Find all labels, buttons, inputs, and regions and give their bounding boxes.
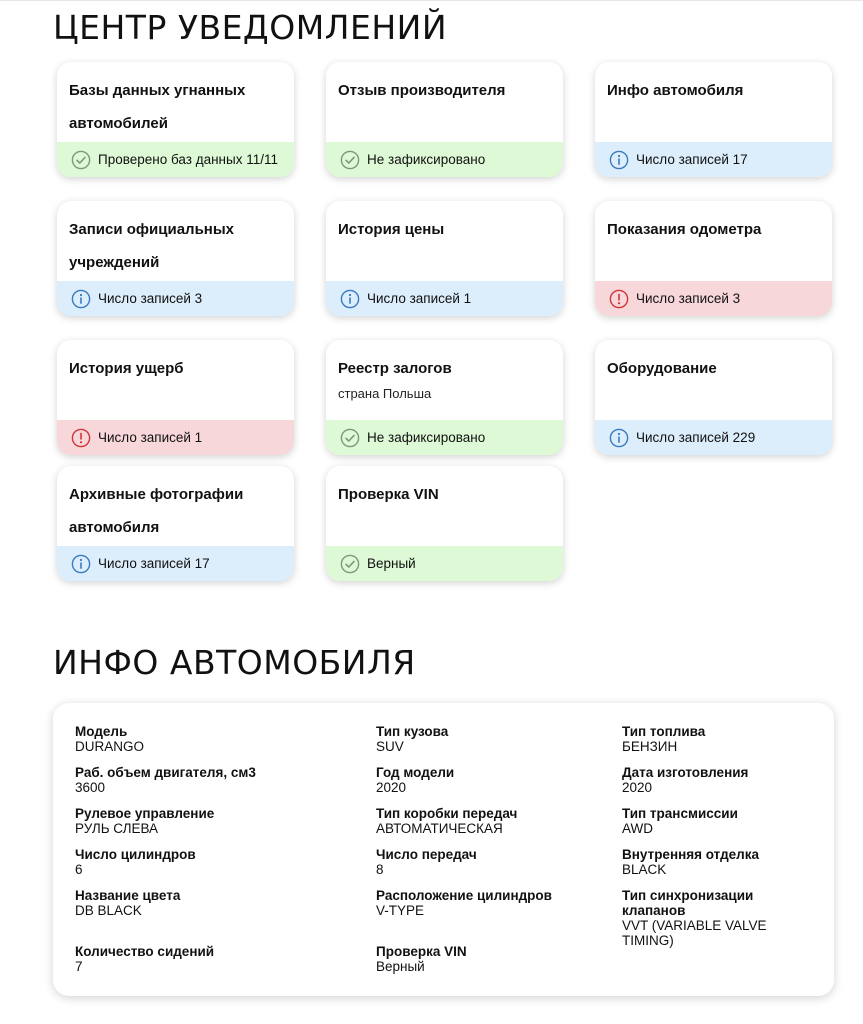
card-status-text: Число записей 3 bbox=[98, 290, 203, 306]
info-field-label: Число передач bbox=[376, 847, 477, 862]
notification-card[interactable] bbox=[326, 340, 563, 455]
card-status-text: Не зафиксировано bbox=[367, 151, 486, 167]
info-field bbox=[622, 847, 817, 877]
info-field bbox=[75, 806, 214, 836]
card-status-text: Число записей 17 bbox=[636, 151, 748, 167]
info-field bbox=[622, 888, 817, 948]
info-circle-icon bbox=[71, 289, 91, 309]
info-field-label: Расположение цилиндров bbox=[376, 888, 552, 903]
info-field-value: SUV bbox=[376, 739, 404, 754]
card-status-bar bbox=[57, 420, 294, 455]
info-field-value: 2020 bbox=[622, 780, 653, 795]
notification-card[interactable] bbox=[595, 340, 832, 455]
info-field bbox=[622, 806, 817, 836]
card-status-bar bbox=[326, 420, 563, 455]
info-field bbox=[75, 847, 196, 877]
check-circle-icon bbox=[340, 428, 360, 448]
card-status-text: Число записей 229 bbox=[636, 429, 756, 445]
notification-card[interactable] bbox=[57, 466, 294, 581]
info-field-label: Внутренняя отделка bbox=[622, 847, 760, 862]
notification-card[interactable] bbox=[595, 201, 832, 316]
info-field-value: DURANGO bbox=[75, 739, 145, 754]
notification-card[interactable] bbox=[326, 62, 563, 177]
notification-card[interactable] bbox=[57, 62, 294, 177]
info-field-value: DB BLACK bbox=[75, 903, 142, 918]
info-field-label: Тип трансмиссии bbox=[622, 806, 738, 821]
info-field-label: Название цвета bbox=[75, 888, 181, 903]
top-divider bbox=[0, 0, 863, 1]
alert-circle-icon bbox=[71, 428, 91, 448]
info-field-label: Рулевое управление bbox=[75, 806, 215, 821]
info-circle-icon bbox=[340, 289, 360, 309]
notification-card[interactable] bbox=[326, 466, 563, 581]
info-field bbox=[622, 724, 817, 754]
check-circle-icon bbox=[340, 554, 360, 574]
info-field-label: Раб. объем двигателя, см3 bbox=[75, 765, 256, 780]
card-title: Отзыв производителя bbox=[338, 82, 506, 99]
info-field-label: Тип коробки передач bbox=[376, 806, 518, 821]
card-title: История цены bbox=[338, 221, 445, 238]
card-title: Показания одометра bbox=[607, 221, 762, 238]
card-title: Базы данных угнанных автомобилей bbox=[69, 82, 246, 132]
info-field-value: Верный bbox=[376, 959, 425, 974]
notification-card[interactable] bbox=[57, 340, 294, 455]
notification-card[interactable] bbox=[595, 62, 832, 177]
card-title: Архивные фотографии автомобиля bbox=[69, 486, 244, 536]
info-field bbox=[75, 888, 180, 918]
check-circle-icon bbox=[340, 150, 360, 170]
info-field-label: Проверка VIN bbox=[376, 944, 467, 959]
info-field bbox=[75, 944, 214, 974]
card-status-bar bbox=[57, 546, 294, 581]
info-field-label: Количество сидений bbox=[75, 944, 215, 959]
info-field bbox=[376, 765, 454, 795]
info-field-value: 7 bbox=[75, 959, 83, 974]
card-status-bar bbox=[326, 546, 563, 581]
info-field-label: Тип топлива bbox=[622, 724, 706, 739]
card-status-bar bbox=[595, 281, 832, 316]
check-circle-icon bbox=[71, 150, 91, 170]
notification-card[interactable] bbox=[57, 201, 294, 316]
info-field-value: AWD bbox=[622, 821, 653, 836]
info-field-value: VVT (VARIABLE VALVE TIMING) bbox=[622, 918, 767, 948]
card-status-text: Число записей 3 bbox=[636, 290, 741, 306]
info-field-label: Модель bbox=[75, 724, 128, 739]
info-circle-icon bbox=[71, 554, 91, 574]
info-field-value: РУЛЬ СЛЕВА bbox=[75, 821, 159, 836]
alert-circle-icon bbox=[609, 289, 629, 309]
card-title: Реестр залогов bbox=[338, 360, 452, 377]
notifications-heading: ЦЕНТР УВЕДОМЛЕНИЙ bbox=[53, 8, 448, 47]
card-subtitle: страна Польша bbox=[338, 386, 432, 401]
info-field-value: БЕНЗИН bbox=[622, 739, 678, 754]
card-status-text: Число записей 17 bbox=[98, 555, 210, 571]
info-field-label: Тип кузова bbox=[376, 724, 449, 739]
info-field-label: Год модели bbox=[376, 765, 455, 780]
info-field bbox=[376, 724, 448, 754]
info-field-label: Тип синхронизации клапанов bbox=[622, 888, 754, 918]
card-title: Оборудование bbox=[607, 360, 717, 377]
info-field-value: 3600 bbox=[75, 780, 106, 795]
info-field-value: 6 bbox=[75, 862, 83, 877]
card-status-text: Число записей 1 bbox=[98, 429, 203, 445]
card-status-bar bbox=[595, 420, 832, 455]
info-circle-icon bbox=[609, 428, 629, 448]
card-title: Проверка VIN bbox=[338, 486, 439, 503]
card-title: Записи официальных учреждений bbox=[69, 221, 235, 271]
info-field-value: V-TYPE bbox=[376, 903, 425, 918]
card-status-bar bbox=[595, 142, 832, 177]
card-status-bar bbox=[326, 281, 563, 316]
info-field bbox=[376, 888, 552, 918]
info-field bbox=[75, 765, 256, 795]
vehicle-info-panel bbox=[53, 703, 834, 996]
info-field-value: 2020 bbox=[376, 780, 407, 795]
info-field bbox=[75, 724, 144, 754]
card-status-text: Число записей 1 bbox=[367, 290, 472, 306]
info-field-value: 8 bbox=[376, 862, 384, 877]
info-field-value: АВТОМАТИЧЕСКАЯ bbox=[376, 821, 503, 836]
info-field-label: Число цилиндров bbox=[75, 847, 196, 862]
card-status-text: Проверено баз данных 11/11 bbox=[98, 151, 278, 167]
info-field-value: BLACK bbox=[622, 862, 667, 877]
card-title: История ущерб bbox=[69, 360, 184, 377]
card-status-bar bbox=[57, 142, 294, 177]
card-status-text: Не зафиксировано bbox=[367, 429, 486, 445]
info-field bbox=[622, 765, 817, 795]
info-field bbox=[376, 806, 517, 836]
card-status-bar bbox=[57, 281, 294, 316]
card-title: Инфо автомобиля bbox=[607, 82, 744, 99]
info-field bbox=[376, 847, 477, 877]
notification-card[interactable] bbox=[326, 201, 563, 316]
info-field-label: Дата изготовления bbox=[622, 765, 749, 780]
card-status-bar bbox=[326, 142, 563, 177]
info-field bbox=[376, 944, 467, 974]
vehicle-info-heading: ИНФО АВТОМОБИЛЯ bbox=[53, 643, 416, 682]
info-circle-icon bbox=[609, 150, 629, 170]
card-status-text: Верный bbox=[367, 555, 416, 571]
